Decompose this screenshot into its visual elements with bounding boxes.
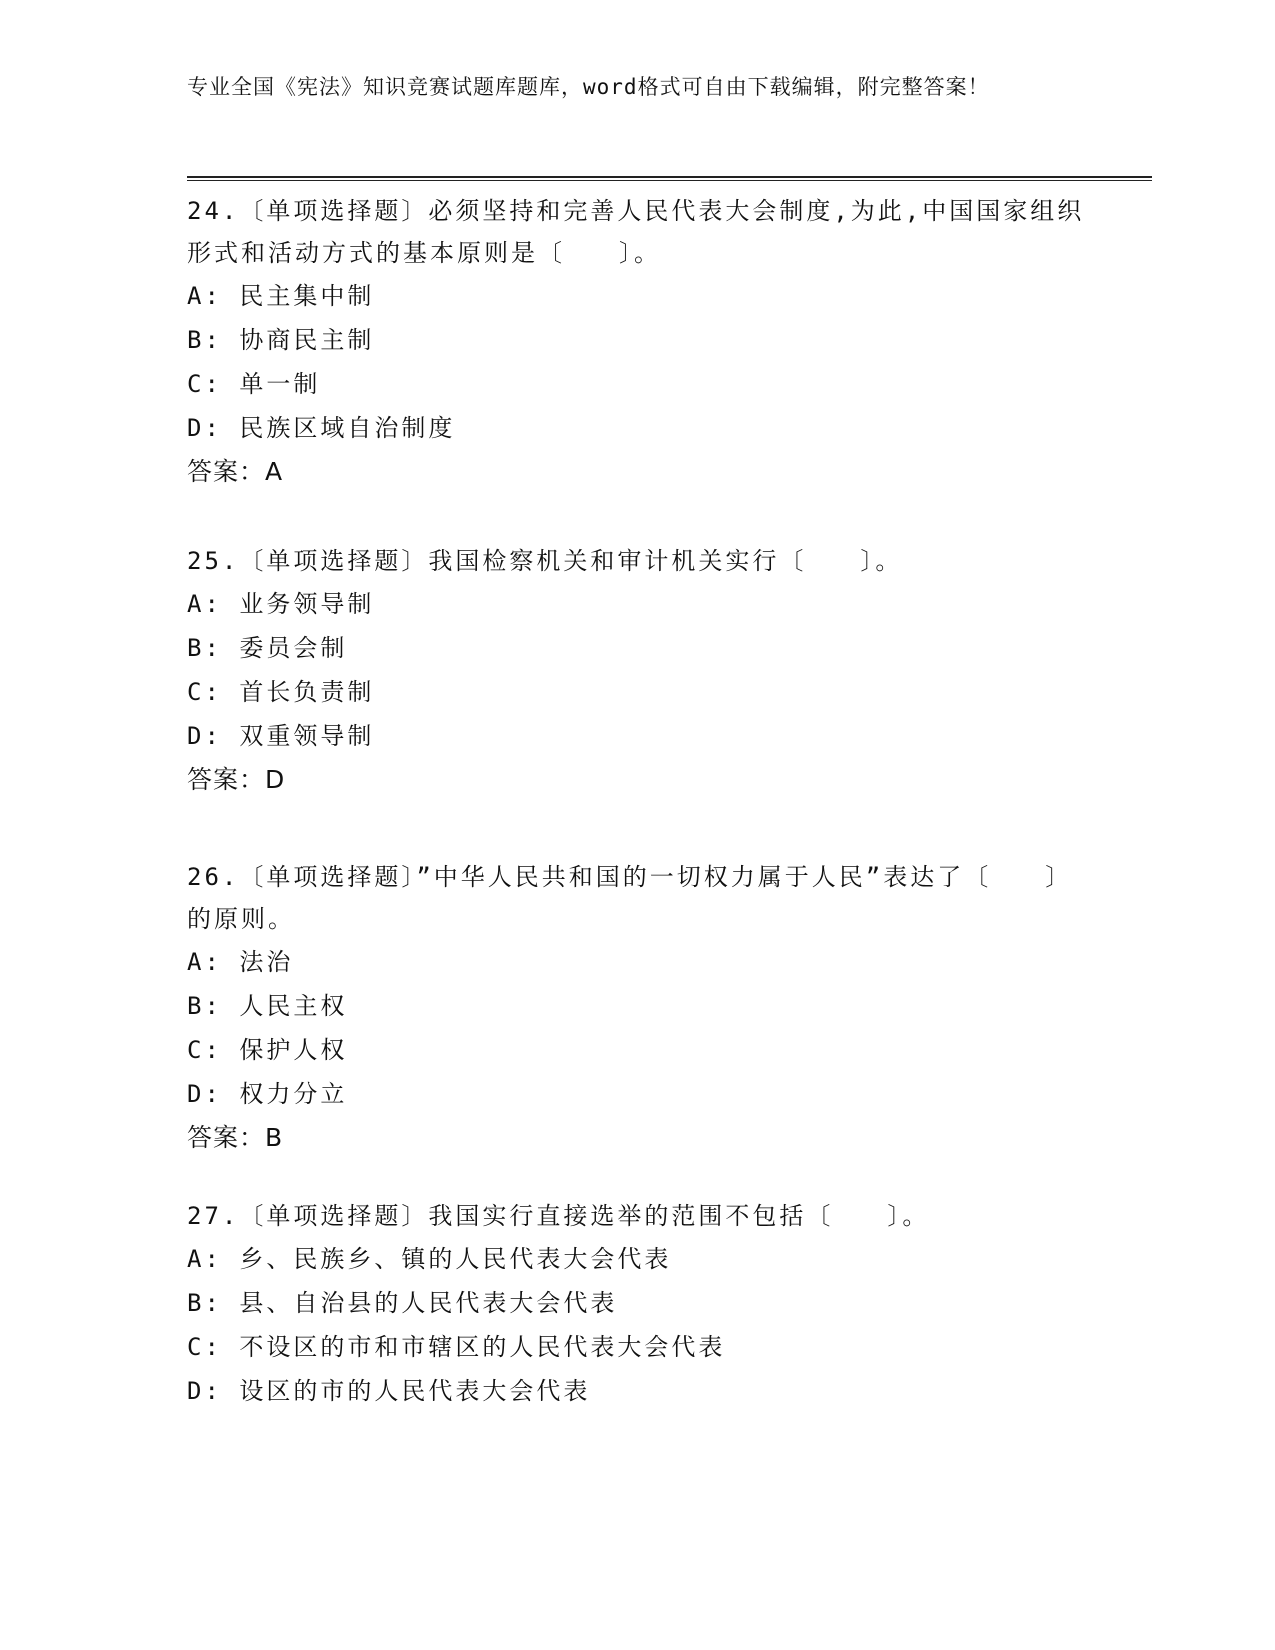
option-text: 人民主权 (239, 992, 348, 1020)
option-text: 县、自治县的人民代表大会代表 (239, 1289, 618, 1317)
question-stem: 26.〔单项选择题〕”中华人民共和国的一切权力属于人民”表达了〔 〕的原则。 (187, 863, 1073, 933)
option-key: A: (187, 282, 222, 310)
question-stem: 25.〔单项选择题〕我国检察机关和审计机关实行〔 〕。 (187, 547, 903, 575)
option-text: 双重领导制 (239, 722, 375, 750)
option-b (187, 626, 1087, 670)
option-key: A: (187, 1245, 222, 1273)
option-d (187, 714, 1087, 758)
option-text: 法治 (239, 948, 294, 976)
answer: 答案：D (187, 765, 286, 794)
option-d (187, 1072, 1087, 1116)
option-key: B: (187, 634, 222, 662)
option-text: 乡、民族乡、镇的人民代表大会代表 (239, 1245, 672, 1273)
option-key: D: (187, 722, 222, 750)
option-c (187, 362, 1087, 406)
option-key: C: (187, 1333, 222, 1361)
option-key: D: (187, 414, 222, 442)
option-a (187, 274, 1087, 318)
header-divider (187, 176, 1152, 181)
option-text: 不设区的市和市辖区的人民代表大会代表 (239, 1333, 726, 1361)
option-text: 权力分立 (239, 1080, 348, 1108)
option-key: D: (187, 1377, 222, 1405)
option-text: 委员会制 (239, 634, 348, 662)
option-a (187, 582, 1087, 626)
option-b (187, 318, 1087, 362)
option-key: B: (187, 1289, 222, 1317)
question-stem: 27.〔单项选择题〕我国实行直接选举的范围不包括〔 〕。 (187, 1202, 930, 1230)
option-a (187, 1237, 1087, 1281)
option-c (187, 670, 1087, 714)
option-text: 单一制 (239, 370, 321, 398)
answer: 答案：A (187, 457, 284, 486)
option-b (187, 984, 1087, 1028)
question-25 (187, 540, 1087, 802)
option-text: 民主集中制 (239, 282, 375, 310)
option-key: C: (187, 678, 222, 706)
question-27 (187, 1195, 1087, 1413)
option-key: B: (187, 992, 222, 1020)
question-26 (187, 856, 1087, 1160)
option-text: 首长负责制 (239, 678, 375, 706)
question-24 (187, 190, 1087, 494)
option-key: A: (187, 948, 222, 976)
option-text: 协商民主制 (239, 326, 375, 354)
option-key: A: (187, 590, 222, 618)
option-key: B: (187, 326, 222, 354)
option-d (187, 1369, 1087, 1413)
option-key: D: (187, 1080, 222, 1108)
option-c (187, 1325, 1087, 1369)
option-text: 设区的市的人民代表大会代表 (239, 1377, 591, 1405)
option-b (187, 1281, 1087, 1325)
option-c (187, 1028, 1087, 1072)
option-d (187, 406, 1087, 450)
option-key: C: (187, 1036, 222, 1064)
option-text: 保护人权 (239, 1036, 348, 1064)
document-header: 专业全国《宪法》知识竞赛试题库题库，word格式可自由下载编辑，附完整答案！ (187, 75, 990, 99)
option-text: 民族区域自治制度 (239, 414, 456, 442)
answer: 答案：B (187, 1123, 284, 1152)
option-text: 业务领导制 (239, 590, 375, 618)
option-key: C: (187, 370, 222, 398)
option-a (187, 940, 1087, 984)
question-stem: 24.〔单项选择题〕必须坚持和完善人民代表大会制度,为此,中国国家组织形式和活动方式的基本原则是〔 〕。 (187, 197, 1085, 267)
